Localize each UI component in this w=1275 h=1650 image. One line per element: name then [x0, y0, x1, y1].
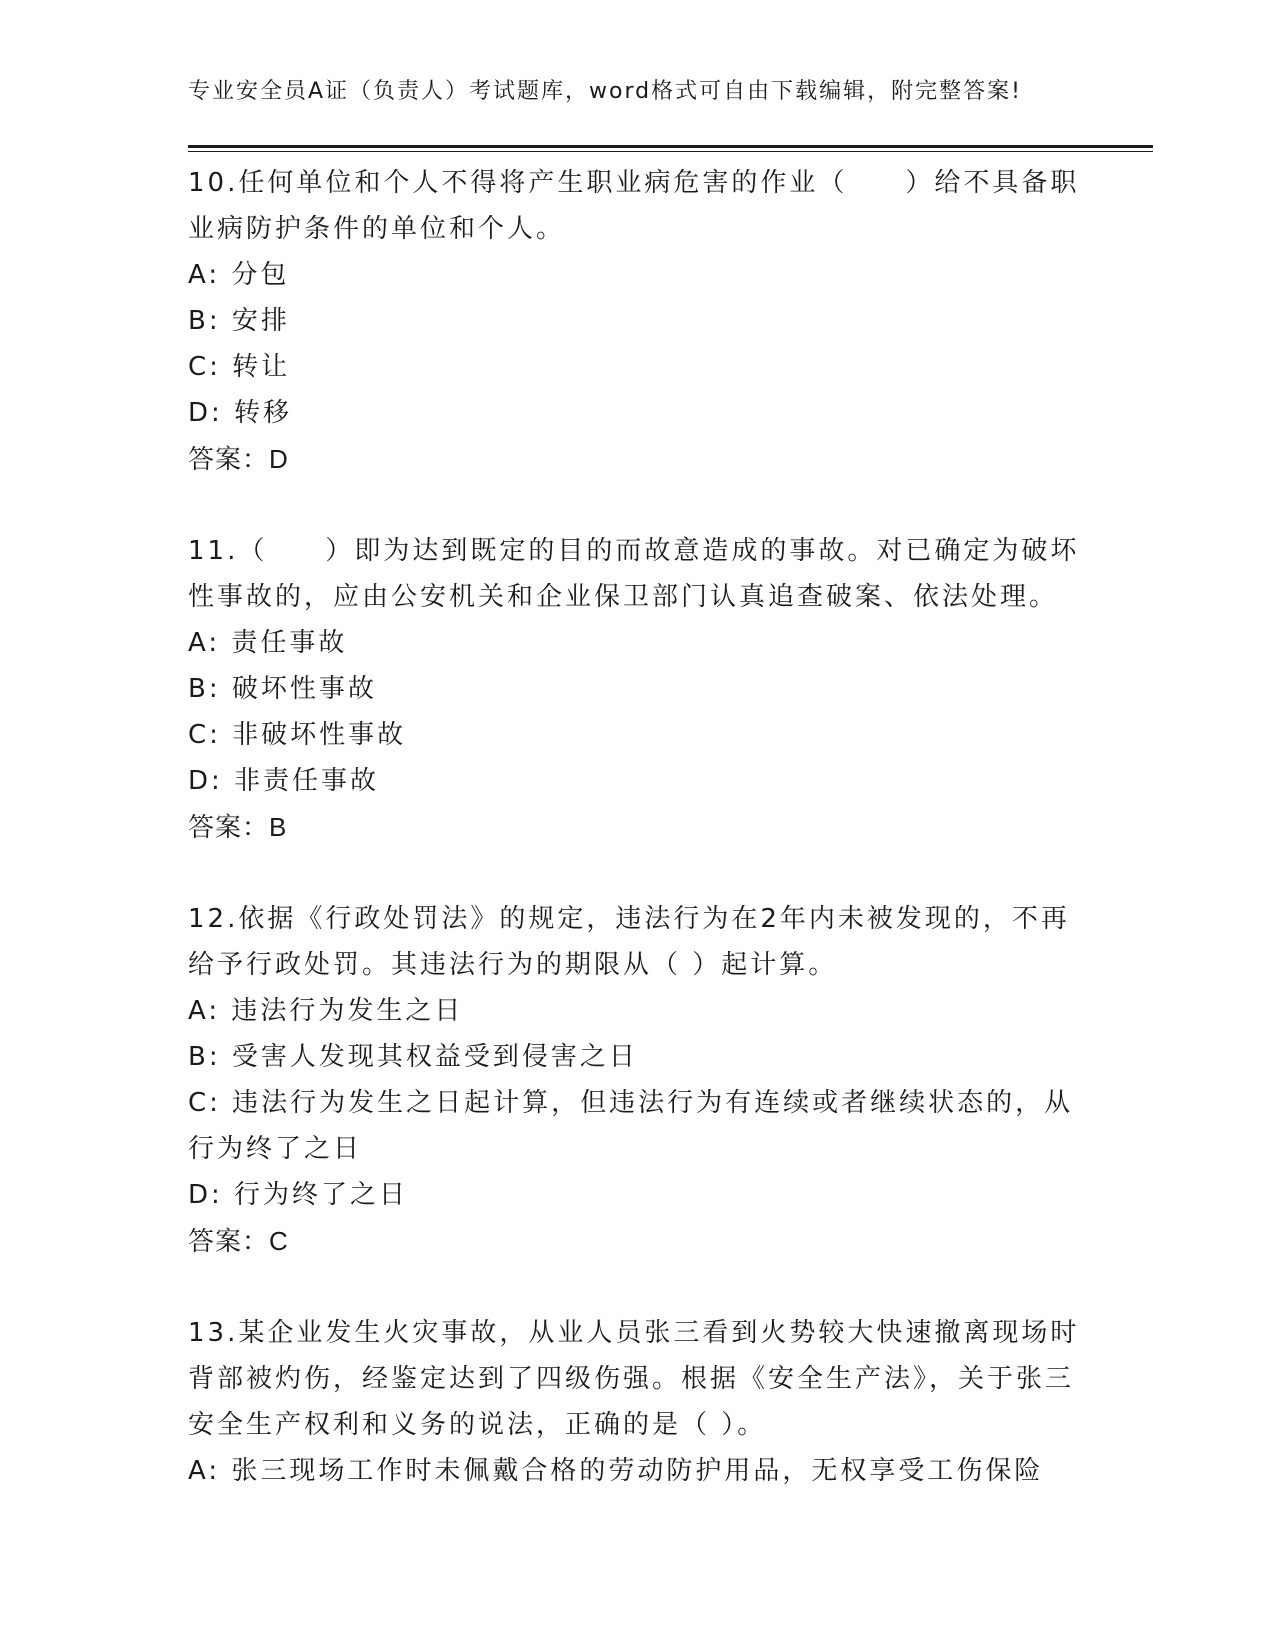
answer: 答案：C	[188, 1226, 289, 1256]
question-list	[188, 160, 1088, 1494]
option-d: D: 非责任事故	[188, 766, 380, 796]
question-text: 11.（ ）即为达到既定的目的而故意造成的事故。对已确定为破坏性事故的，应由公安机关和企业保卫部门认真追查破案、依法处理。	[188, 536, 1080, 612]
option-b: B: 破坏性事故	[188, 674, 377, 704]
question-text: 10.任何单位和个人不得将产生职业病危害的作业（ ）给不具备职业病防护条件的单位和个人。	[188, 168, 1080, 244]
option-b: B: 受害人发现其权益受到侵害之日	[188, 1042, 638, 1072]
option-d: D: 行为终了之日	[188, 1180, 409, 1210]
question-11	[188, 528, 1088, 850]
option-b: B: 安排	[188, 306, 290, 336]
option-c: C: 转让	[188, 352, 291, 382]
question-12	[188, 896, 1088, 1264]
page-header: 专业安全员A证（负责人）考试题库，word格式可自由下载编辑，附完整答案!	[188, 79, 1022, 104]
answer: 答案：B	[188, 812, 288, 842]
question-text: 13.某企业发生火灾事故，从业人员张三看到火势较大快速撤离现场时背部被灼伤，经鉴定达到了四级伤强。根据《安全生产法》，关于张三安全生产权利和义务的说法，正确的是（ ）。	[188, 1318, 1080, 1440]
question-text: 12.依据《行政处罚法》的规定，违法行为在2年内未被发现的，不再给予行政处罚。其违法行为的期限从（ ）起计算。	[188, 904, 1070, 980]
option-d: D: 转移	[188, 398, 293, 428]
option-a: A: 违法行为发生之日	[188, 996, 464, 1026]
spacer	[188, 482, 1088, 528]
option-c: C: 违法行为发生之日起计算，但违法行为有连续或者继续状态的，从行为终了之日	[188, 1088, 1074, 1164]
option-a: A: 张三现场工作时未佩戴合格的劳动防护用品，无权享受工伤保险	[188, 1456, 1044, 1486]
header-rule-thin	[188, 151, 1153, 152]
header-rule-thick	[188, 145, 1153, 148]
spacer	[188, 850, 1088, 896]
answer: 答案：D	[188, 444, 289, 474]
option-a: A: 责任事故	[188, 628, 348, 658]
question-10	[188, 160, 1088, 482]
question-13	[188, 1310, 1088, 1494]
spacer	[188, 1264, 1088, 1310]
option-c: C: 非破坏性事故	[188, 720, 407, 750]
option-a: A: 分包	[188, 260, 290, 290]
